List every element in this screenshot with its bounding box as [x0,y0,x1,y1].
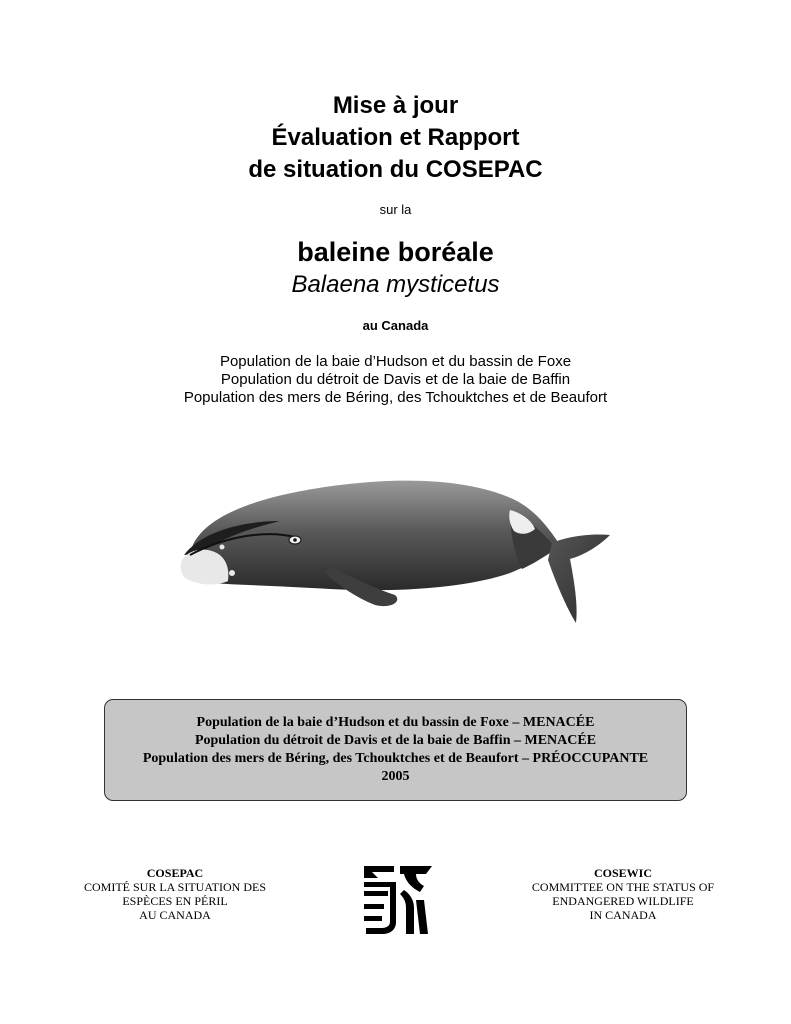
region-text: au Canada [362,318,429,333]
status-line: Population de la baie d’Hudson et du bassin de Foxe – MENACÉE [196,715,595,730]
report-title [0,90,791,186]
population-item: Population du détroit de Davis et de la baie de Baffin [220,371,571,388]
status-year: 2005 [381,769,410,784]
footer-line: COMITÉ SUR LA SITUATION DES [83,880,266,894]
population-item: Population des mers de Béring, des Tchouktches et de Beaufort [183,389,608,406]
footer-line: ESPÈCES EN PÉRIL [122,894,228,908]
status-population: Population du détroit de Davis et de la baie de Baffin [194,733,511,748]
footer-org-name: COSEWIC [593,866,652,880]
status-population: Population des mers de Béring, des Tchouktches et de Beaufort [142,751,519,766]
cosewic-logo [360,860,436,938]
status-box [104,699,687,801]
footer-cosewic [508,866,738,922]
connector-text: sur la [379,202,412,217]
population-item: Population de la baie d’Hudson et du bassin de Foxe [219,353,572,370]
bowhead-whale-illustration [170,455,620,640]
status-value: MENACÉE [524,733,597,748]
footer-org-name: COSEPAC [146,866,204,880]
status-value: MENACÉE [522,715,595,730]
title-line-2: Évaluation et Rapport [271,124,520,151]
species-common-name: baleine boréale [297,237,494,267]
species-latin-name: Balaena mysticetus [291,271,500,298]
footer-line: ENDANGERED WILDLIFE [552,894,694,908]
status-line: Population du détroit de Davis et de la baie de Baffin – MENACÉE [194,733,597,748]
footer-line: IN CANADA [589,908,657,922]
footer-cosepac [60,866,290,922]
title-line-3: de situation du COSEPAC [248,156,543,183]
status-population: Population de la baie d’Hudson et du bassin de Foxe [196,715,509,730]
title-line-1: Mise à jour [332,92,459,119]
footer-line: AU CANADA [139,908,211,922]
status-line: Population des mers de Béring, des Tchouktches et de Beaufort – PRÉOCCUPANTE [142,751,649,766]
footer-line: COMMITTEE ON THE STATUS OF [531,880,715,894]
population-list [0,353,791,407]
status-value: PRÉOCCUPANTE [532,751,649,766]
